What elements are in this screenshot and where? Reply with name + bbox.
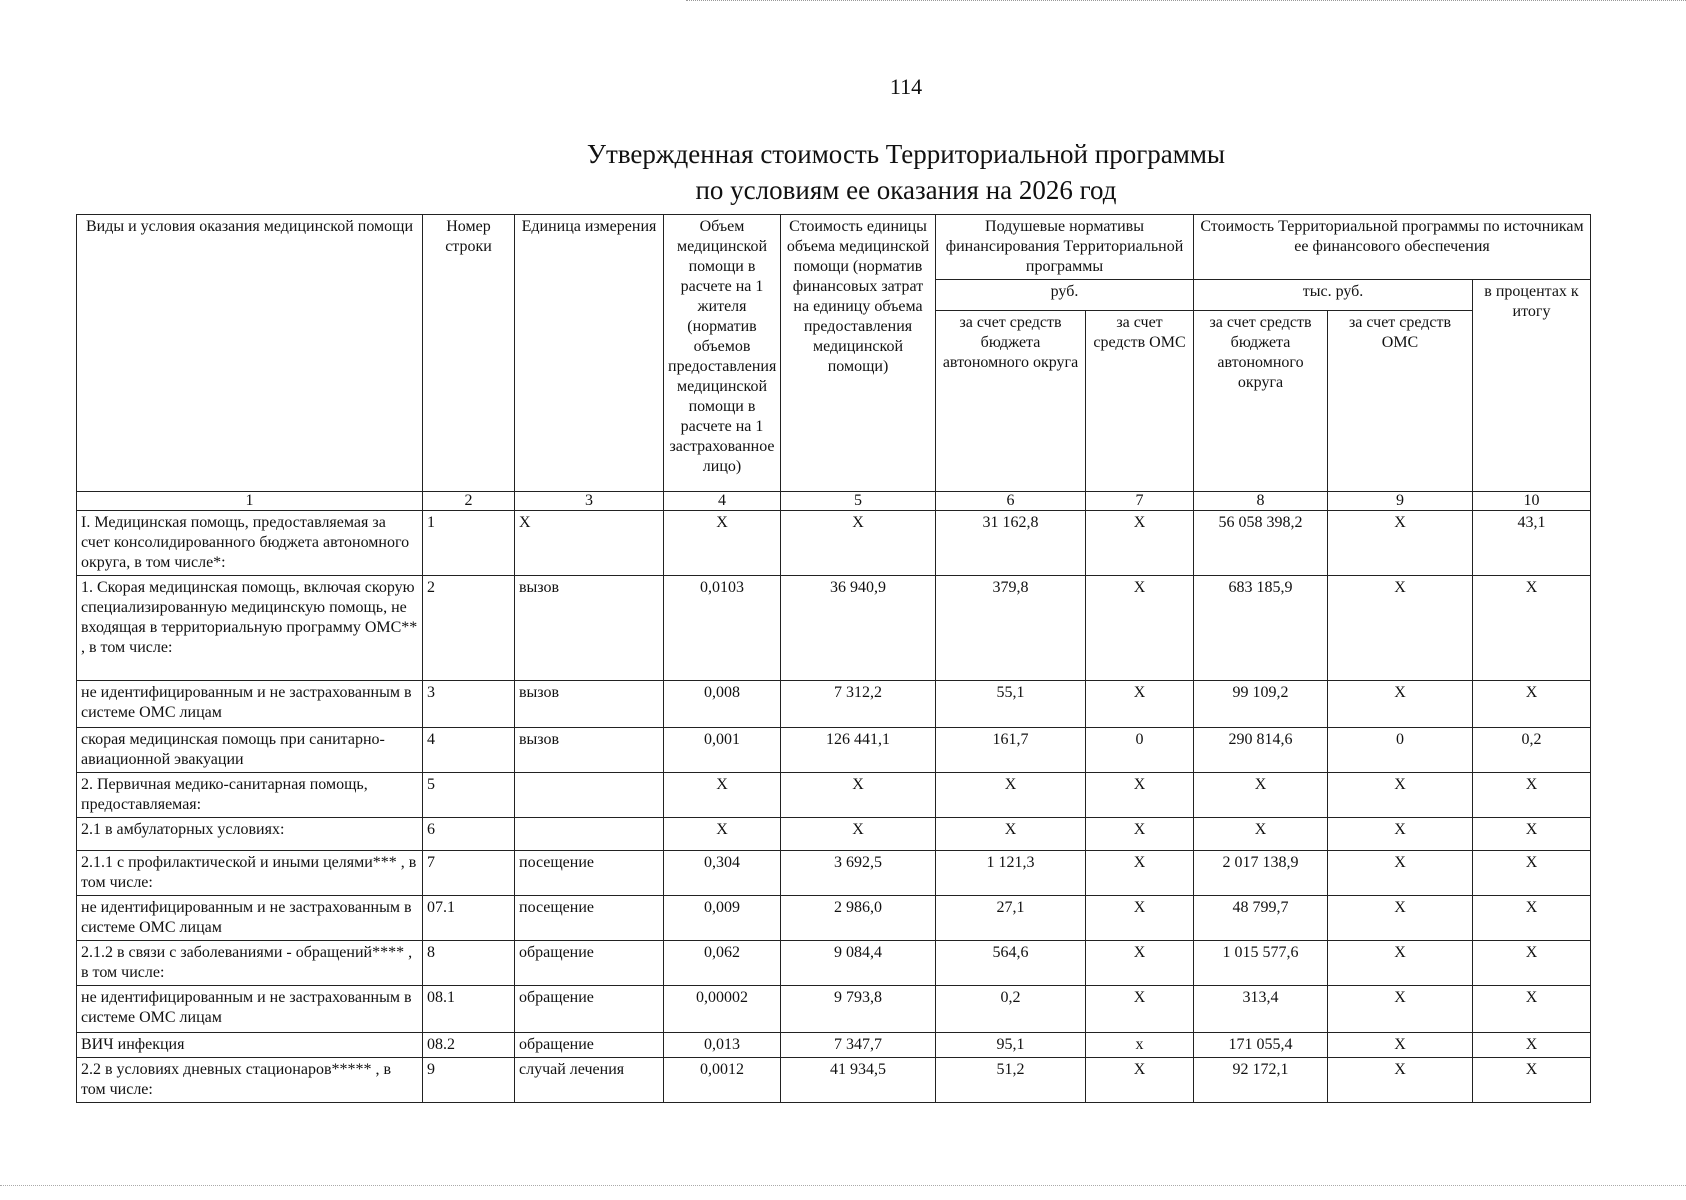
header-budget-rub: за счет средств бюджета автономного округа: [936, 311, 1086, 492]
table-row: [77, 818, 1591, 851]
cell-percent-total: X: [1473, 818, 1591, 851]
cell-budget-thousand: 48 799,7: [1194, 896, 1328, 941]
cell-unit-cost: 41 934,5: [781, 1058, 936, 1103]
cell-volume: X: [664, 818, 781, 851]
cell-budget-rub: X: [936, 773, 1086, 818]
cell-unit: обращение: [515, 986, 664, 1033]
cell-row-number: 08.1: [423, 986, 515, 1033]
cell-row-number: 7: [423, 851, 515, 896]
cell-description: не идентифицированным и не застрахованным в системе ОМС лицам: [77, 986, 423, 1033]
cell-percent-total: 0,2: [1473, 728, 1591, 773]
cell-unit-cost: X: [781, 773, 936, 818]
cell-description: 2.1.2 в связи с заболеваниями - обращений**** , в том числе:: [77, 941, 423, 986]
cell-volume: 0,062: [664, 941, 781, 986]
cell-row-number: 07.1: [423, 896, 515, 941]
cell-percent-total: X: [1473, 576, 1591, 681]
header-budget-thousand: за счет средств бюджета автономного округа: [1194, 311, 1328, 492]
page-number: 114: [889, 74, 923, 99]
table-row: [77, 896, 1591, 941]
cell-oms-rub: 0: [1086, 728, 1194, 773]
cell-oms-thousand: X: [1328, 851, 1473, 896]
cell-percent-total: X: [1473, 681, 1591, 728]
scan-artifact-top: [686, 0, 1686, 5]
cell-budget-thousand: 683 185,9: [1194, 576, 1328, 681]
cell-oms-thousand: X: [1328, 941, 1473, 986]
cell-oms-rub: X: [1086, 986, 1194, 1033]
header-volume: Объем медицинской помощи в расчете на 1 жителя (норматив объемов предоставления медицинской помощи в расчете на 1 застрахованное лицо): [664, 215, 781, 492]
cell-oms-thousand: X: [1328, 896, 1473, 941]
cell-oms-thousand: X: [1328, 986, 1473, 1033]
scan-artifact-bottom: [0, 1182, 1686, 1186]
header-kinds: Виды и условия оказания медицинской помощи: [77, 215, 423, 492]
cell-unit-cost: 36 940,9: [781, 576, 936, 681]
cell-unit: вызов: [515, 576, 664, 681]
cell-oms-rub: X: [1086, 576, 1194, 681]
cell-budget-thousand: X: [1194, 773, 1328, 818]
cell-row-number: 6: [423, 818, 515, 851]
table-row: [77, 1058, 1591, 1103]
cell-oms-thousand: X: [1328, 1058, 1473, 1103]
cell-description: скорая медицинская помощь при санитарно-авиационной эвакуации: [77, 728, 423, 773]
cell-oms-thousand: X: [1328, 681, 1473, 728]
cell-budget-thousand: 2 017 138,9: [1194, 851, 1328, 896]
cell-oms-rub: X: [1086, 773, 1194, 818]
header-row-1: [77, 215, 1591, 280]
cell-budget-thousand: 99 109,2: [1194, 681, 1328, 728]
header-unit: Единица измерения: [515, 215, 664, 492]
cell-unit: вызов: [515, 728, 664, 773]
cell-oms-thousand: 0: [1328, 728, 1473, 773]
column-number: 3: [515, 492, 664, 511]
cell-row-number: 08.2: [423, 1033, 515, 1058]
cell-description: не идентифицированным и не застрахованным в системе ОМС лицам: [77, 896, 423, 941]
cell-budget-rub: 55,1: [936, 681, 1086, 728]
cell-unit-cost: 7 312,2: [781, 681, 936, 728]
header-oms-rub: за счет средств ОМС: [1086, 311, 1194, 492]
cell-unit: [515, 773, 664, 818]
cell-budget-rub: 27,1: [936, 896, 1086, 941]
cell-description: 2.1.1 с профилактической и иными целями*** , в том числе:: [77, 851, 423, 896]
cell-oms-thousand: X: [1328, 773, 1473, 818]
cell-percent-total: X: [1473, 986, 1591, 1033]
cell-oms-thousand: X: [1328, 576, 1473, 681]
cell-unit-cost: 3 692,5: [781, 851, 936, 896]
cell-budget-rub: 564,6: [936, 941, 1086, 986]
table-row: [77, 851, 1591, 896]
cell-budget-rub: 95,1: [936, 1033, 1086, 1058]
table-row: [77, 1033, 1591, 1058]
cell-budget-rub: 51,2: [936, 1058, 1086, 1103]
cell-oms-thousand: X: [1328, 511, 1473, 576]
cell-oms-thousand: X: [1328, 818, 1473, 851]
header-percent-total: в процентах к итогу: [1473, 280, 1591, 492]
column-number: 8: [1194, 492, 1328, 511]
header-unit-thousand-rub: тыс. руб.: [1194, 280, 1473, 311]
table-row: [77, 728, 1591, 773]
cell-budget-thousand: 313,4: [1194, 986, 1328, 1033]
cell-budget-rub: 31 162,8: [936, 511, 1086, 576]
column-number: 1: [77, 492, 423, 511]
column-number: 5: [781, 492, 936, 511]
cell-unit: посещение: [515, 851, 664, 896]
cell-description: 2. Первичная медико-санитарная помощь, предоставляемая:: [77, 773, 423, 818]
cell-row-number: 4: [423, 728, 515, 773]
cell-percent-total: X: [1473, 1058, 1591, 1103]
cell-row-number: 3: [423, 681, 515, 728]
cell-percent-total: X: [1473, 941, 1591, 986]
cell-volume: 0,304: [664, 851, 781, 896]
cell-oms-rub: X: [1086, 681, 1194, 728]
cell-unit-cost: 126 441,1: [781, 728, 936, 773]
cell-budget-thousand: 171 055,4: [1194, 1033, 1328, 1058]
cell-description: 2.2 в условиях дневных стационаров***** , в том числе:: [77, 1058, 423, 1103]
cell-percent-total: X: [1473, 773, 1591, 818]
cell-unit-cost: 9 793,8: [781, 986, 936, 1033]
column-numbers-row: [77, 492, 1591, 511]
table-row: [77, 986, 1591, 1033]
cell-volume: 0,009: [664, 896, 781, 941]
cell-budget-rub: 0,2: [936, 986, 1086, 1033]
cell-percent-total: X: [1473, 1033, 1591, 1058]
cell-description: не идентифицированным и не застрахованным в системе ОМС лицам: [77, 681, 423, 728]
cell-row-number: 2: [423, 576, 515, 681]
cell-budget-thousand: 1 015 577,6: [1194, 941, 1328, 986]
cell-row-number: 8: [423, 941, 515, 986]
cell-budget-rub: 161,7: [936, 728, 1086, 773]
cell-volume: 0,0103: [664, 576, 781, 681]
cell-unit-cost: 7 347,7: [781, 1033, 936, 1058]
cell-unit-cost: 9 084,4: [781, 941, 936, 986]
cell-oms-rub: X: [1086, 1058, 1194, 1103]
table-body: [77, 511, 1591, 1103]
cell-unit: обращение: [515, 941, 664, 986]
cell-unit: X: [515, 511, 664, 576]
cell-row-number: 9: [423, 1058, 515, 1103]
table-row: [77, 511, 1591, 576]
header-row-number: Номер строки: [423, 215, 515, 492]
cell-volume: X: [664, 773, 781, 818]
cell-oms-rub: X: [1086, 941, 1194, 986]
table-row: [77, 773, 1591, 818]
column-number: 10: [1473, 492, 1591, 511]
cell-description: I. Медицинская помощь, предоставляемая за счет консолидированного бюджета автономного округа, в том числе*:: [77, 511, 423, 576]
cell-unit: вызов: [515, 681, 664, 728]
cell-row-number: 1: [423, 511, 515, 576]
cell-oms-rub: х: [1086, 1033, 1194, 1058]
header-unit-rub: руб.: [936, 280, 1194, 311]
cell-unit: случай лечения: [515, 1058, 664, 1103]
cell-description: 2.1 в амбулаторных условиях:: [77, 818, 423, 851]
cell-percent-total: X: [1473, 851, 1591, 896]
cell-unit: [515, 818, 664, 851]
cell-unit-cost: X: [781, 818, 936, 851]
cell-volume: 0,001: [664, 728, 781, 773]
cell-unit: обращение: [515, 1033, 664, 1058]
cell-oms-rub: X: [1086, 896, 1194, 941]
cell-budget-rub: X: [936, 818, 1086, 851]
cell-row-number: 5: [423, 773, 515, 818]
cell-budget-thousand: X: [1194, 818, 1328, 851]
cell-unit-cost: 2 986,0: [781, 896, 936, 941]
cell-unit-cost: X: [781, 511, 936, 576]
cell-description: 1. Скорая медицинская помощь, включая скорую специализированную медицинскую помощь, не входящая в территориальную программу ОМС** , в том числе:: [77, 576, 423, 681]
cell-oms-rub: X: [1086, 818, 1194, 851]
cost-table: [76, 214, 1591, 1103]
cell-oms-thousand: X: [1328, 1033, 1473, 1058]
cell-description: ВИЧ инфекция: [77, 1033, 423, 1058]
cell-oms-rub: X: [1086, 511, 1194, 576]
column-number: 7: [1086, 492, 1194, 511]
header-oms-thousand: за счет средств ОМС: [1328, 311, 1473, 492]
cell-budget-rub: 1 121,3: [936, 851, 1086, 896]
cell-volume: 0,013: [664, 1033, 781, 1058]
cell-budget-rub: 379,8: [936, 576, 1086, 681]
column-number: 9: [1328, 492, 1473, 511]
cell-volume: 0,0012: [664, 1058, 781, 1103]
column-number: 6: [936, 492, 1086, 511]
header-unit-cost: Стоимость единицы объема медицинской помощи (норматив финансовых затрат на единицу объема предоставления медицинской помощи): [781, 215, 936, 492]
column-number: 4: [664, 492, 781, 511]
cell-volume: 0,008: [664, 681, 781, 728]
cell-oms-rub: X: [1086, 851, 1194, 896]
header-program-cost: Стоимость Территориальной программы по источникам ее финансового обеспечения: [1194, 215, 1591, 280]
cell-budget-thousand: 92 172,1: [1194, 1058, 1328, 1103]
cell-volume: X: [664, 511, 781, 576]
table-row: [77, 681, 1591, 728]
document-title: [0, 136, 1686, 208]
title-line-2: по условиям ее оказания на 2026 год: [695, 175, 1117, 205]
column-number: 2: [423, 492, 515, 511]
cell-percent-total: X: [1473, 896, 1591, 941]
header-per-capita-norms: Подушевые нормативы финансирования Территориальной программы: [936, 215, 1194, 280]
cell-unit: посещение: [515, 896, 664, 941]
title-line-1: Утвержденная стоимость Территориальной программы: [586, 139, 1226, 169]
cell-volume: 0,00002: [664, 986, 781, 1033]
table-row: [77, 941, 1591, 986]
table-row: [77, 576, 1591, 681]
cell-percent-total: 43,1: [1473, 511, 1591, 576]
cell-budget-thousand: 56 058 398,2: [1194, 511, 1328, 576]
cell-budget-thousand: 290 814,6: [1194, 728, 1328, 773]
